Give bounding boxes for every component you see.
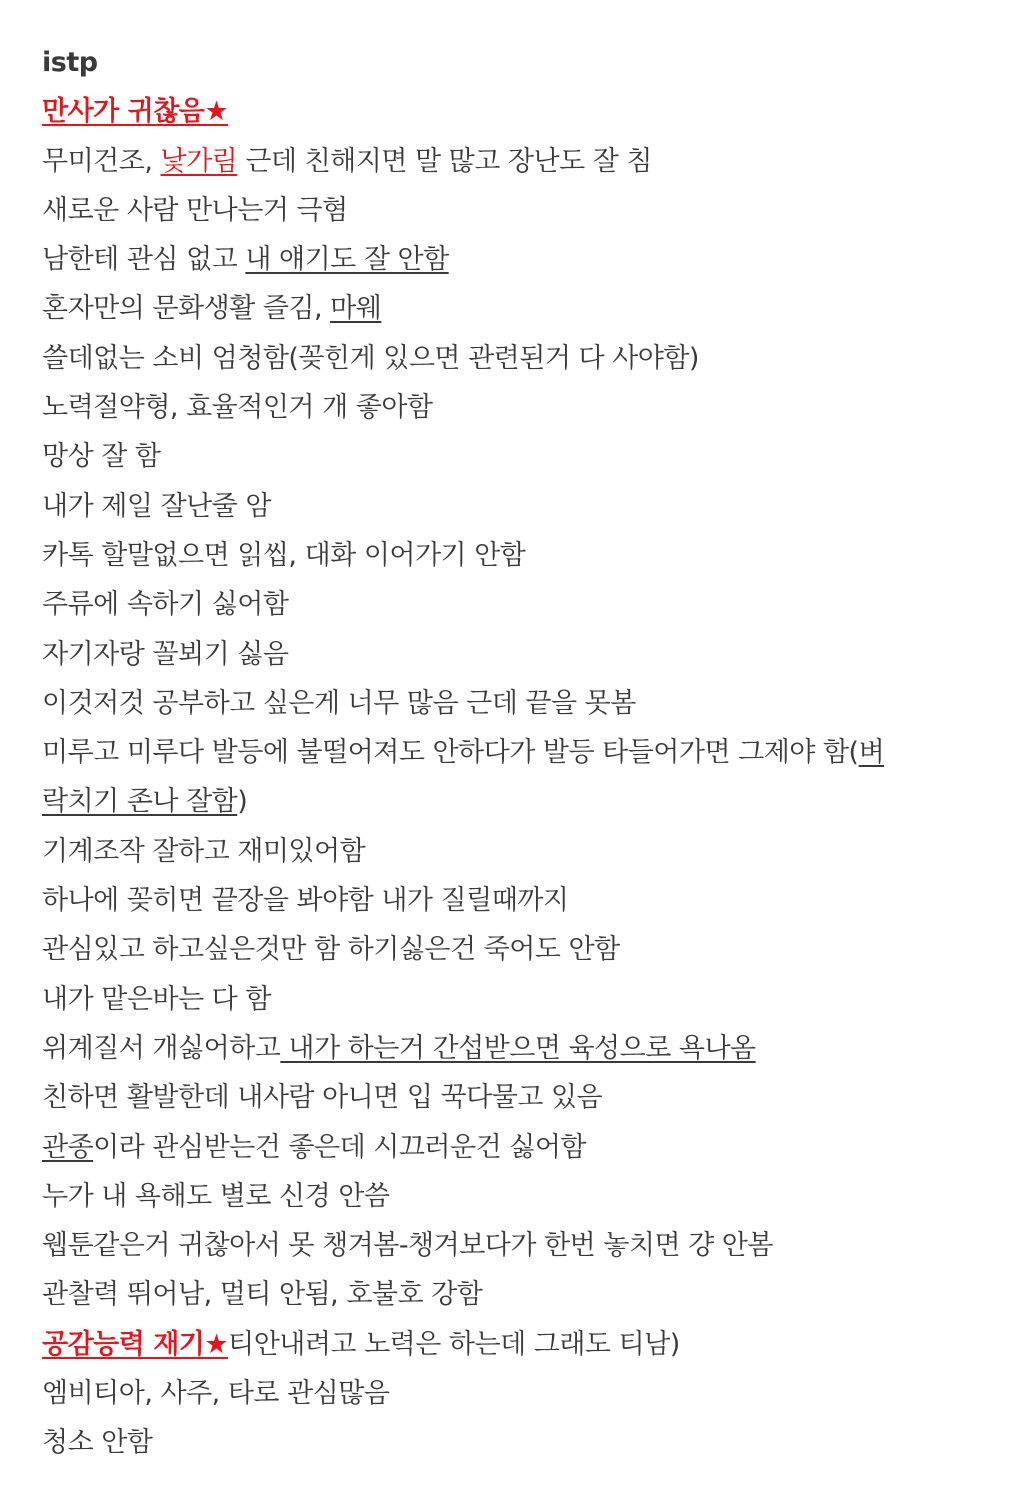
text-segment: 내 얘기도 잘 안함: [245, 244, 449, 276]
text-line: [42, 284, 992, 333]
text-line: [42, 925, 992, 974]
text-line: [42, 975, 992, 1024]
text-segment: 락치기 존나 잘함: [42, 786, 238, 818]
text-segment: 웹툰같은거 귀찮아서 못 챙겨봄-챙겨보다가 한번 놓치면 걍 안봄: [42, 1230, 773, 1262]
text-segment: 관찰력 뛰어남, 멀티 안됨, 호불호 강함: [42, 1279, 483, 1311]
text-line: [42, 728, 992, 777]
text-segment: 하나에 꽂히면 끝장을 봐야함 내가 질릴때까지: [42, 885, 569, 917]
text-segment: 근데 친해지면 말 많고 장난도 잘 침: [237, 145, 652, 177]
text-segment: 자기자랑 꼴뵈기 싫음: [42, 638, 289, 670]
text-line: [42, 87, 992, 136]
text-segment: 노력절약형, 효율적인거 개 좋아함: [42, 392, 433, 424]
text-segment: 위계질서 개싫어하고: [42, 1032, 281, 1064]
text-segment: 티안내려고 노력은 하는데 그래도 티남): [228, 1328, 680, 1360]
text-line: [42, 186, 992, 235]
text-line: [42, 383, 992, 432]
text-line: [42, 1369, 992, 1418]
text-segment: 내가 제일 잘난줄 암: [42, 490, 271, 522]
text-line: [42, 531, 992, 580]
text-segment: 엠비티아, 사주, 타로 관심많음: [42, 1378, 390, 1410]
text-segment: 남한테 관심 없고: [42, 244, 246, 276]
text-segment: 마웨: [330, 293, 382, 325]
text-segment: 관종: [42, 1131, 94, 1163]
text-line: [42, 1123, 992, 1172]
text-line: [42, 334, 992, 383]
text-segment: 이라 관심받는건 좋은데 시끄러운건 싫어함: [93, 1131, 586, 1163]
text-segment: ): [237, 786, 248, 818]
document-body: [42, 38, 992, 1468]
text-segment: 관심있고 하고싶은것만 함 하기싫은건 죽어도 안함: [42, 934, 620, 966]
text-segment: 카톡 할말없으면 읽씹, 대화 이어가기 안함: [42, 539, 526, 571]
text-line: [42, 827, 992, 876]
text-line: [42, 1073, 992, 1122]
text-line: [42, 1221, 992, 1270]
text-segment: 혼자만의 문화생활 즐김,: [42, 293, 331, 325]
text-segment: 공감능력 재기★: [42, 1328, 229, 1360]
text-line: [42, 777, 992, 826]
text-segment: 만사가 귀찮음★: [42, 96, 229, 128]
text-line: [42, 1172, 992, 1221]
text-segment: 주류에 속하기 싫어함: [42, 589, 289, 621]
text-segment: 쓸데없는 소비 엄청함(꽂힌게 있으면 관련된거 다 사야함): [42, 342, 699, 374]
document-title: istp: [42, 47, 98, 78]
text-segment: 낯가림: [160, 145, 238, 177]
text-line: [42, 876, 992, 925]
text-line: [42, 679, 992, 728]
text-segment: 청소 안함: [42, 1427, 153, 1459]
text-segment: 망상 잘 함: [42, 441, 161, 473]
text-segment: 새로운 사람 만나는거 극혐: [42, 194, 348, 226]
text-line: [42, 137, 992, 186]
text-segment: 벼: [858, 737, 885, 769]
text-segment: 무미건조,: [42, 145, 161, 177]
text-segment: 누가 내 욕해도 별로 신경 안씀: [42, 1180, 390, 1212]
text-line: [42, 432, 992, 481]
text-segment: 기계조작 잘하고 재미있어함: [42, 835, 366, 867]
text-segment: 내가 맡은바는 다 함: [42, 983, 271, 1015]
text-segment: 이것저것 공부하고 싶은게 너무 많음 근데 끝을 못봄: [42, 687, 636, 719]
text-line: [42, 482, 992, 531]
text-line: [42, 1418, 992, 1467]
text-line: [42, 580, 992, 629]
text-line: [42, 1270, 992, 1319]
text-lines: [42, 87, 992, 1467]
text-line: [42, 1320, 992, 1369]
text-line: [42, 235, 992, 284]
text-segment: 미루고 미루다 발등에 불떨어져도 안하다가 발등 타들어가면 그제야 함(: [42, 737, 859, 769]
text-line: [42, 630, 992, 679]
text-segment: 친하면 활발한데 내사람 아니면 입 꾹다물고 있음: [42, 1082, 603, 1114]
text-segment: 내가 하는거 간섭받으면 육성으로 욕나옴: [280, 1032, 756, 1064]
text-line: [42, 1024, 992, 1073]
